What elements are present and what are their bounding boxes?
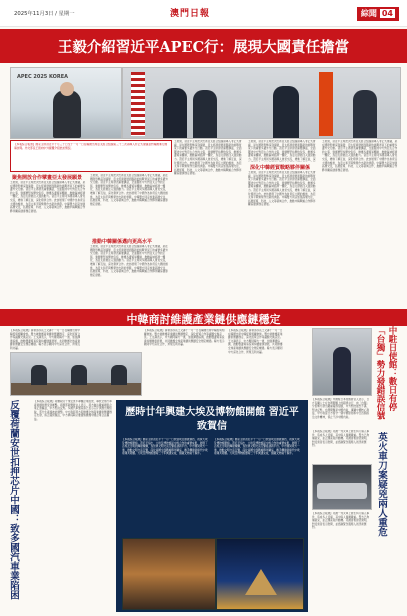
person-figure <box>333 347 351 395</box>
person-figure <box>71 365 87 385</box>
story4-headline: 歷時廿年興建大埃及博物館開館 習近平致賀信 <box>125 407 299 432</box>
story4-feature <box>116 400 308 612</box>
story2-body-col1: 【本報綜合報道】商務部部長王文濤十一月一日在韓國出席中韓經貿相關會談。雙方就維護產業鏈供應鏈穩定、深化經貿合作等議題交換意見。王文濤表示，中方願同韓方一道，加強溝通協調，推動雙邊貿易投資持續健康發展，共同維護全球產業鏈供應鏈安全穩定暢通。韓方表示願同中方深化合作，實現互利共贏。 <box>10 329 81 350</box>
story5-headline <box>374 326 400 426</box>
main-body-col4: 王毅說，習近平主席此次出席亞太經合組織領導人非正式會議，是在國際形勢深刻演變、亞太經濟發展面臨新的挑戰背景下的重要多邊外交行動。習近平主席發表重要講話，全面闡述中方對亞太合作的主張，強調要堅持開放包容，維護多邊貿易體制，推動區域經濟一體化，為亞太發展注入強勁動力。習近平主席同多國領導人會見交流，增進了解互信，深 <box>248 140 316 161</box>
newspaper-logo: 澳門日報 <box>170 9 211 19</box>
main-body-col4b: 王毅說，習近平主席此次出席亞太經合組織領導人非正式會議，是在國際形勢深刻演變、亞太經濟發展面臨新的挑戰背景下的重要多邊外交行動。習近平主席發表重要講話，全面闡述中方對亞太合作的主張，強調要堅持開放包容，維護多邊貿易體制，推動區域經濟一體化，為亞太發展注入強勁動力。習近平主席同多國領導人會見交流，增進了解互信，深化務實合作。此訪展現了中國作為負責任大國的擔當，為亞太和平與繁榮作出新的貢獻。中韓雙方同意加強高層交往，拓展經貿、科技、人文等領域合作，推動中韓戰略合作夥伴關係健康穩定發展。 <box>248 171 316 207</box>
story2-headline-band <box>0 309 407 326</box>
story6-headline-text: 英火車刀案疑兇兩人重危 <box>376 432 387 537</box>
issue-date: 2025年11月3日 / 星期一 <box>14 11 75 17</box>
subhead-1: 聚焦開放合作擘畫亞太發展願景 <box>12 175 83 181</box>
story6-body-bottom: 【本報綜合報道】英國一列火車上發生持刀傷人事件，造成多人受傷，其中兩人傷勢嚴重。警方已拘捕疑兇，並正調查案件動機。英國首相發表聲明，對受害者表示慰問，並感謝緊急服務人員迅速應對。 <box>312 512 370 530</box>
story3-headline-text: 反覆荷蘭安世扣押芯片中國：致多國汽車業陷困 <box>8 400 19 600</box>
main-body-col1: 王毅說，習近平主席此次出席亞太經合組織領導人非正式會議，是在國際形勢深刻演變、亞太經濟發展面臨新的挑戰背景下的重要多邊外交行動。習近平主席發表重要講話，全面闡述中方對亞太合作的主張，強調要堅持開放包容，維護多邊貿易體制，推動區域經濟一體化，為亞太發展注入強勁動力。習近平主席同多國領導人會見交流，增進了解互信，深化務實合作。此訪展現了中國作為負責任大國的擔當，為亞太和平與繁榮作出新的貢獻。中韓雙方同意加強高層交往，拓展經貿、科技、人文等領域合作，推動中韓戰略合作夥伴關係健康穩定發展。 <box>10 181 86 213</box>
person-figure <box>353 90 377 138</box>
story2-headline: 中韓商討維護產業鏈供應鏈穩定 <box>126 313 281 326</box>
main-body-col2: 王毅說，習近平主席此次出席亞太經合組織領導人非正式會議，是在國際形勢深刻演變、亞太經濟發展面臨新的挑戰背景下的重要多邊外交行動。習近平主席發表重要講話，全面闡述中方對亞太合作的主張，強調要堅持開放包容，維護多邊貿易體制，推動區域經濟一體化，為亞太發展注入強勁動力。習近平主席同多國領導人會見交流，增進了解互信，深化務實合作。此訪展現了中國作為負責任大國的擔當，為亞太和平與繁榮作出新的貢獻。中韓雙方同意加強高層交往，拓展經貿、科技、人文等領域合作，推動中韓戰略合作夥伴關係健康穩定發展。 <box>90 174 168 206</box>
person-figure <box>53 90 81 138</box>
story2-body-col3: 【本報綜合報道】商務部部長王文濤十一月一日在韓國出席中韓經貿相關會談。雙方就維護產業鏈供應鏈穩定、深化經貿合作等議題交換意見。王文濤表示，中方願同韓方一道，加強溝通協調，推動雙邊貿易投資持續健康發展，共同維護全球產業鏈供應鏈安全穩定暢通。韓方表示願同中方深化合作，實現互利共贏。 <box>228 329 283 354</box>
person-figure <box>273 86 299 138</box>
person-figure <box>111 365 127 385</box>
section-label: 綜聞 <box>360 9 377 18</box>
pyramid-shape <box>245 569 277 595</box>
main-body-col2b: 王毅說，習近平主席此次出席亞太經合組織領導人非正式會議，是在國際形勢深刻演變、亞太經濟發展面臨新的挑戰背景下的重要多邊外交行動。習近平主席發表重要講話，全面闡述中方對亞太合作的主張，強調要堅持開放包容，維護多邊貿易體制，推動區域經濟一體化，為亞太發展注入強勁動力。習近平主席同多國領導人會見交流，增進了解互信，深化務實合作。此訪展現了中國作為負責任大國的擔當，為亞太和平與繁榮作出新的貢獻。中韓雙方同意加強高層交往，拓展經貿、科技、人文等領域合作，推動中韓戰略合作夥伴關係健康穩定發展。 <box>90 245 168 277</box>
photo-caption-apec: APEC 2025 KOREA <box>17 74 69 80</box>
story3-body: 【本報綜合報道】荷蘭政府干預安世半導體企業經營，導致全球汽車產業鏈供應受到衝擊。商務部新聞發言人表示，荷方做法嚴重損害企業正當權益，中方堅決反對。多國汽車製造商已表示芯片供應出現短缺，部分生產線被迫調整。中方敦促荷方從維護全球產業鏈供應鏈穩定出發，糾正錯誤做法，中方將採取必要措施維護中國企業合法權益。 <box>34 400 112 421</box>
train-shape <box>317 483 367 499</box>
story5-headline-text: 中駐日使館：數日有停「台獨」勢力發錯誤信號 <box>375 326 397 420</box>
main-body-col3: 王毅說，習近平主席此次出席亞太經合組織領導人非正式會議，是在國際形勢深刻演變、亞太經濟發展面臨新的挑戰背景下的重要多邊外交行動。習近平主席發表重要講話，全面闡述中方對亞太合作的主張，強調要堅持開放包容，維護多邊貿易體制，推動區域經濟一體化，為亞太發展注入強勁動力。習近平主席同多國領導人會見交流，增進了解互信，深化務實合作。此訪展現了中國作為負責任大國的擔當，為亞太和平與繁榮作出新的貢獻。中韓雙方同意加強高層交往，拓展經貿、科技、人文等領域合作，推動中韓戰略合作夥伴關係健康穩定發展。 <box>174 140 242 176</box>
person-figure <box>193 90 217 138</box>
main-photo-right <box>122 67 401 139</box>
story6-photo <box>312 464 372 510</box>
page-number: 04 <box>381 9 393 18</box>
main-headline: 王毅介紹習近平APEC行：展現大國責任擔當 <box>57 39 350 56</box>
story6-body-top: 【本報綜合報道】英國一列火車上發生持刀傷人事件，造成多人受傷，其中兩人傷勢嚴重。警方已拘捕疑兇，並正調查案件動機。英國首相發表聲明，對受害者表示慰問，並感謝緊急服務人員迅速應對。 <box>312 430 370 448</box>
story4-body-col2: 【本報綜合報道】國家主席習近平十一月一日致信埃及總統塞西，祝賀大埃及博物館開館。習近平指出，大埃及博物館是中埃合作的重要成果，展現了古埃及文明的輝煌燦爛，為世界文明交流互鑒搭建新平台。中方願同埃方一道，推動文明交流互鑒，深化兩國全面戰略夥伴關係，攜手構建新時代中埃命運共同體。大埃及博物館歷時二十年興建完成，館藏文物逾十萬件。 <box>214 438 300 456</box>
china-flag <box>319 72 333 136</box>
story5-photo <box>312 328 372 396</box>
story4-photo-right <box>216 538 304 610</box>
story5-body: 【本報綜合報道】中國駐日本使館發言人表示，日方有關人士在台灣問題上的錯誤言行，向「台獨」分裂勢力發出嚴重錯誤信號，中方對此強烈不滿、堅決反對。台灣問題是中國內政，事關中國核心利益，中方敦促日方恪守一個中國原則和中日四個政治文件精神，停止干涉中國內政。 <box>312 398 370 419</box>
main-body-col5: 王毅說，習近平主席此次出席亞太經合組織領導人非正式會議，是在國際形勢深刻演變、亞太經濟發展面臨新的挑戰背景下的重要多邊外交行動。習近平主席發表重要講話，全面闡述中方對亞太合作的主張，強調要堅持開放包容，維護多邊貿易體制，推動區域經濟一體化，為亞太發展注入強勁動力。習近平主席同多國領導人會見交流，增進了解互信，深化務實合作。此訪展現了中國作為負責任大國的擔當，為亞太和平與繁榮作出新的貢獻。中韓雙方同意加強高層交往，拓展經貿、科技、人文等領域合作，推動中韓戰略合作夥伴關係健康穩定發展。 <box>322 140 398 172</box>
lead-box <box>10 140 172 172</box>
story4-photo-left <box>122 538 216 610</box>
main-headline-banner <box>0 29 407 63</box>
subhead-2: 推動中韓關係邁向更高水平 <box>92 239 153 245</box>
person-figure <box>31 365 47 385</box>
us-flag <box>131 72 145 136</box>
lead-text: 【本報綜合報道】國家主席習近平十月三十日至十一月一日在韓國出席亞太經合組織第三十二次領導人非正式會議並對韓國進行國事訪問。外交部長王毅向中外媒體介紹此訪情況。 <box>14 143 168 150</box>
person-figure <box>163 88 187 138</box>
story2-body-col2: 【本報綜合報道】商務部部長王文濤十一月一日在韓國出席中韓經貿相關會談。雙方就維護產業鏈供應鏈穩定、深化經貿合作等議題交換意見。王文濤表示，中方願同韓方一道，加強溝通協調，推動雙邊貿易投資持續健康發展，共同維護全球產業鏈供應鏈安全穩定暢通。韓方表示願同中方深化合作，實現互利共贏。 <box>144 329 225 347</box>
story2-photo-left <box>10 352 142 396</box>
masthead-bar <box>0 0 407 27</box>
story6-headline <box>374 432 400 608</box>
story3-headline <box>6 400 32 610</box>
main-photo-left <box>10 67 122 139</box>
section-badge <box>357 7 399 21</box>
subhead-3: 深化中韓經貿戰略夥伴關係 <box>250 165 311 171</box>
person-head <box>60 82 74 96</box>
story4-body-col1: 【本報綜合報道】國家主席習近平十一月一日致信埃及總統塞西，祝賀大埃及博物館開館。習近平指出，大埃及博物館是中埃合作的重要成果，展現了古埃及文明的輝煌燦爛，為世界文明交流互鑒搭建新平台。中方願同埃方一道，推動文明交流互鑒，深化兩國全面戰略夥伴關係，攜手構建新時代中埃命運共同體。大埃及博物館歷時二十年興建完成，館藏文物逾十萬件。 <box>122 438 208 456</box>
